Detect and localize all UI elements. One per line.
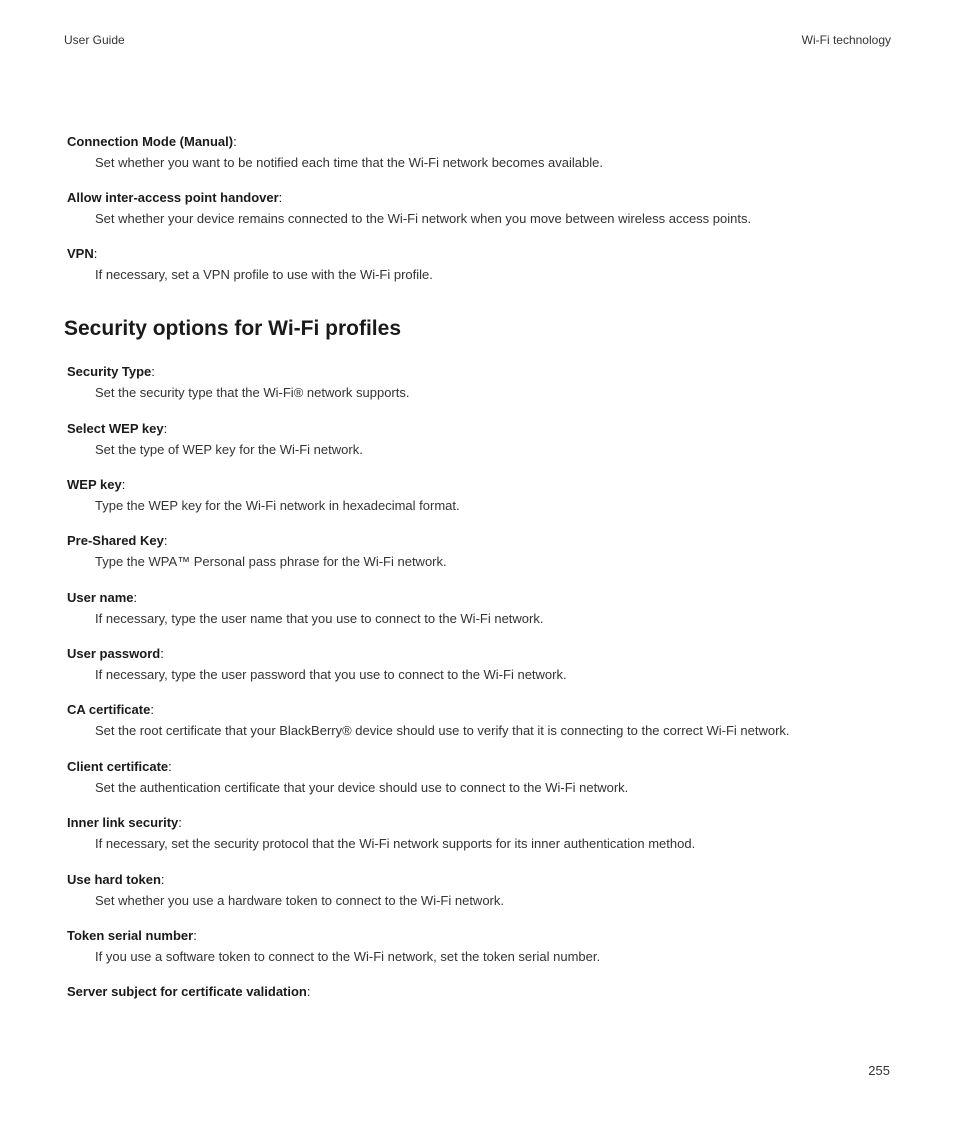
option-description: Set whether you use a hardware token to connect to the Wi-Fi network. bbox=[95, 893, 504, 908]
option-entry bbox=[67, 645, 927, 683]
option-entry bbox=[67, 701, 927, 739]
option-term: WEP key: bbox=[67, 477, 126, 492]
option-entry bbox=[67, 189, 927, 227]
option-description: If necessary, type the user password that you use to connect to the Wi-Fi network. bbox=[95, 667, 567, 682]
option-description: Type the WPA™ Personal pass phrase for the Wi-Fi network. bbox=[95, 554, 447, 569]
option-description: Set the security type that the Wi-Fi® network supports. bbox=[95, 385, 410, 400]
option-description: If necessary, set the security protocol that the Wi-Fi network supports for its inner authentication method. bbox=[95, 836, 696, 851]
option-term: Token serial number: bbox=[67, 928, 197, 943]
option-description: If necessary, type the user name that you use to connect to the Wi-Fi network. bbox=[95, 611, 544, 626]
option-entry bbox=[67, 589, 927, 627]
option-term: Use hard token: bbox=[67, 872, 165, 887]
option-entry bbox=[67, 814, 927, 852]
option-entry bbox=[67, 420, 927, 458]
option-entry bbox=[67, 983, 927, 1000]
option-term: User name: bbox=[67, 590, 138, 605]
option-term: VPN: bbox=[67, 246, 98, 261]
option-entry bbox=[67, 363, 927, 401]
option-description: If necessary, set a VPN profile to use with the Wi-Fi profile. bbox=[95, 267, 433, 282]
option-term: Allow inter-access point handover: bbox=[67, 190, 283, 205]
page-number: 255 bbox=[868, 1063, 890, 1078]
option-description: Set the type of WEP key for the Wi-Fi network. bbox=[95, 442, 363, 457]
section-heading: Security options for Wi-Fi profiles bbox=[64, 317, 401, 340]
option-entry bbox=[67, 476, 927, 514]
option-entry bbox=[67, 927, 927, 965]
option-term: Connection Mode (Manual): bbox=[67, 134, 237, 149]
option-term: Select WEP key: bbox=[67, 421, 168, 436]
option-entry bbox=[67, 758, 927, 796]
option-term: Server subject for certificate validation: bbox=[67, 984, 311, 999]
option-description: If you use a software token to connect to the Wi-Fi network, set the token serial number. bbox=[95, 949, 601, 964]
option-description: Set the authentication certificate that your device should use to connect to the Wi-Fi network. bbox=[95, 780, 629, 795]
option-term: Client certificate: bbox=[67, 759, 172, 774]
option-entry bbox=[67, 871, 927, 909]
option-entry bbox=[67, 245, 927, 283]
option-term: Inner link security: bbox=[67, 815, 182, 830]
option-description: Type the WEP key for the Wi-Fi network in hexadecimal format. bbox=[95, 498, 460, 513]
running-header-right: Wi-Fi technology bbox=[801, 33, 891, 47]
option-entry bbox=[67, 532, 927, 570]
option-term: Pre-Shared Key: bbox=[67, 533, 168, 548]
running-header-left: User Guide bbox=[64, 33, 125, 47]
option-description: Set whether you want to be notified each time that the Wi-Fi network becomes available. bbox=[95, 155, 603, 170]
option-term: User password: bbox=[67, 646, 164, 661]
option-term: CA certificate: bbox=[67, 702, 154, 717]
option-term: Security Type: bbox=[67, 364, 155, 379]
option-description: Set the root certificate that your BlackBerry® device should use to verify that it is connecting to the correct Wi-Fi network. bbox=[95, 723, 790, 738]
option-entry bbox=[67, 133, 927, 171]
option-description: Set whether your device remains connected to the Wi-Fi network when you move between wireless access points. bbox=[95, 211, 752, 226]
